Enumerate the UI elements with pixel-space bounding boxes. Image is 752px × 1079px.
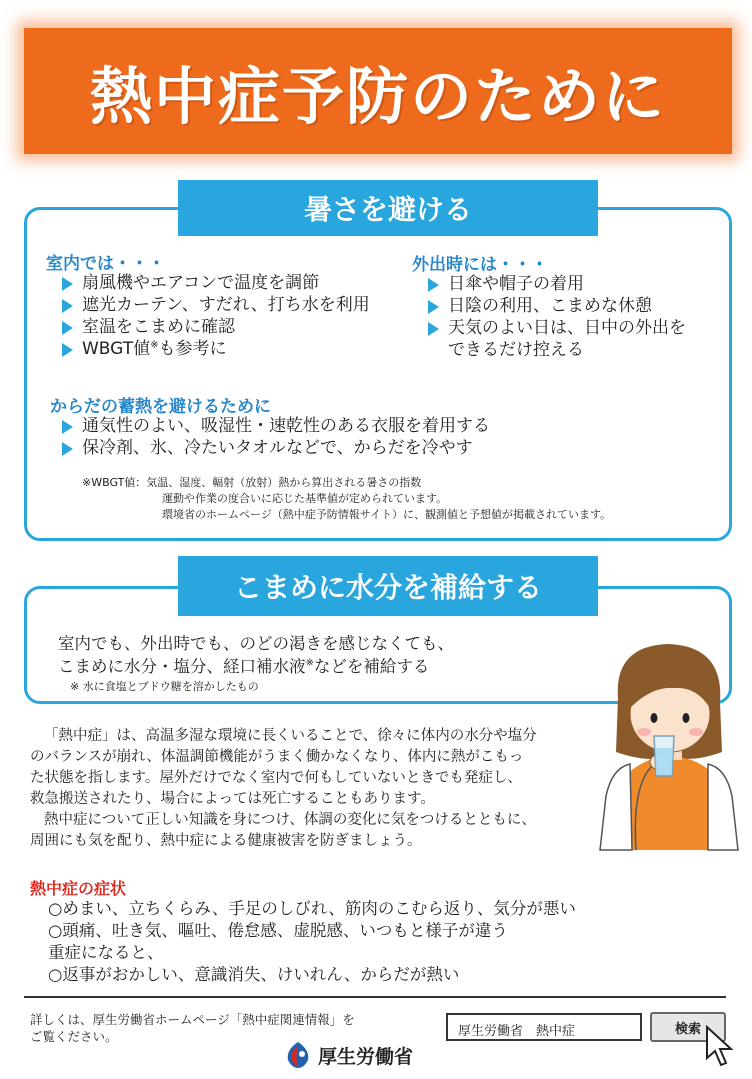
- list-item: 遮光カーテン、すだれ、打ち水を利用: [60, 294, 420, 316]
- list-item: WBGT値※も参考に: [60, 338, 420, 360]
- hydration-note: ※ 水に食塩とブドウ糖を溶かしたもの: [70, 680, 259, 693]
- girl-drinking-water-illustration: [596, 636, 744, 852]
- triangle-bullet-icon: [62, 321, 73, 335]
- outdoor-heading: 外出時には・・・: [412, 255, 548, 275]
- triangle-bullet-icon: [62, 420, 73, 434]
- list-item: 室温をこまめに確認: [60, 316, 420, 338]
- list-item: 日陰の利用、こまめな休憩: [426, 295, 726, 317]
- triangle-bullet-icon: [62, 442, 73, 456]
- symptom-line: ○返事がおかしい、意識消失、けいれん、からだが熱い: [48, 965, 460, 984]
- avoid-heat-header-text: 暑さを避ける: [303, 193, 472, 226]
- indoor-list: [60, 272, 420, 360]
- body-heat-list: [60, 415, 580, 459]
- heatstroke-description: 「熱中症」は、高温多湿な環境に長くいることで、徐々に体内の水分や塩分 のバランスが崩れ、体温調節機能がうまく働かなくなり、体内に熱がこもっ た状態を指します。屋外だけでなく室内で何もしていないときでも発症し、 救急搬送されたり、場合によっては死亡することもあります。 熱中症について正しい知識を身につけ、体調の変化に気をつけるとともに、 周囲にも気を配り、熱中症による健康被害を防ぎましょう。: [30, 728, 537, 849]
- hydration-header-text: こまめに水分を補給する: [233, 571, 542, 604]
- list-item: できるだけ控える: [448, 340, 584, 360]
- title-banner: [24, 28, 732, 154]
- ministry-logo-icon: [284, 1040, 312, 1070]
- symptom-line: ○めまい、立ちくらみ、手足のしびれ、筋肉のこむら返り、気分が悪い: [48, 899, 576, 918]
- triangle-bullet-icon: [62, 343, 73, 357]
- search-input[interactable]: 厚生労働省 熱中症: [446, 1013, 642, 1041]
- outdoor-list: [426, 273, 726, 361]
- hydration-text: 室内でも、外出時でも、のどの渇きを感じなくても、 こまめに水分・塩分、経口補水液※などを補給する: [58, 634, 454, 676]
- indoor-heading: 室内では・・・: [46, 254, 165, 274]
- wbgt-note: ※WBGT値：気温、湿度、輻射（放射）熱から算出される暑さの指数 運動や作業の度合いに応じた基準値が定められています。 環境省のホームページ（熱中症予防情報サイト）に、観測値と予想値が掲載されています。: [82, 476, 612, 521]
- search-button-label: 検索: [674, 1021, 701, 1037]
- avoid-heat-header: [178, 180, 598, 236]
- footer-text: 詳しくは、厚生労働省ホームページ「熱中症関連情報」を ご覧ください。: [30, 1012, 355, 1044]
- ministry-name: 厚生労働省: [318, 1045, 414, 1068]
- list-item: 日傘や帽子の着用: [426, 273, 726, 295]
- ministry-logo: [284, 1040, 413, 1070]
- triangle-bullet-icon: [428, 300, 439, 314]
- list-item: 天気のよい日は、日中の外出を: [426, 317, 726, 339]
- triangle-bullet-icon: [428, 278, 439, 292]
- symptom-line: 重症になると、: [48, 943, 164, 962]
- triangle-bullet-icon: [62, 277, 73, 291]
- cursor-arrow-icon: [704, 1024, 736, 1068]
- symptoms-title: 熱中症の症状: [30, 879, 127, 898]
- list-item: 通気性のよい、吸湿性・速乾性のある衣服を着用する: [60, 415, 580, 437]
- footer-divider: [24, 996, 726, 998]
- page-title: 熱中症予防のために: [89, 59, 666, 133]
- list-item: 扇風機やエアコンで温度を調節: [60, 272, 420, 294]
- hydration-header: [178, 556, 598, 616]
- triangle-bullet-icon: [428, 322, 439, 336]
- list-item: 保冷剤、氷、冷たいタオルなどで、からだを冷やす: [60, 437, 580, 459]
- symptom-line: ○頭痛、吐き気、嘔吐、倦怠感、虚脱感、いつもと様子が違う: [48, 921, 508, 940]
- triangle-bullet-icon: [62, 299, 73, 313]
- body-heat-heading: からだの蓄熱を避けるために: [50, 397, 271, 417]
